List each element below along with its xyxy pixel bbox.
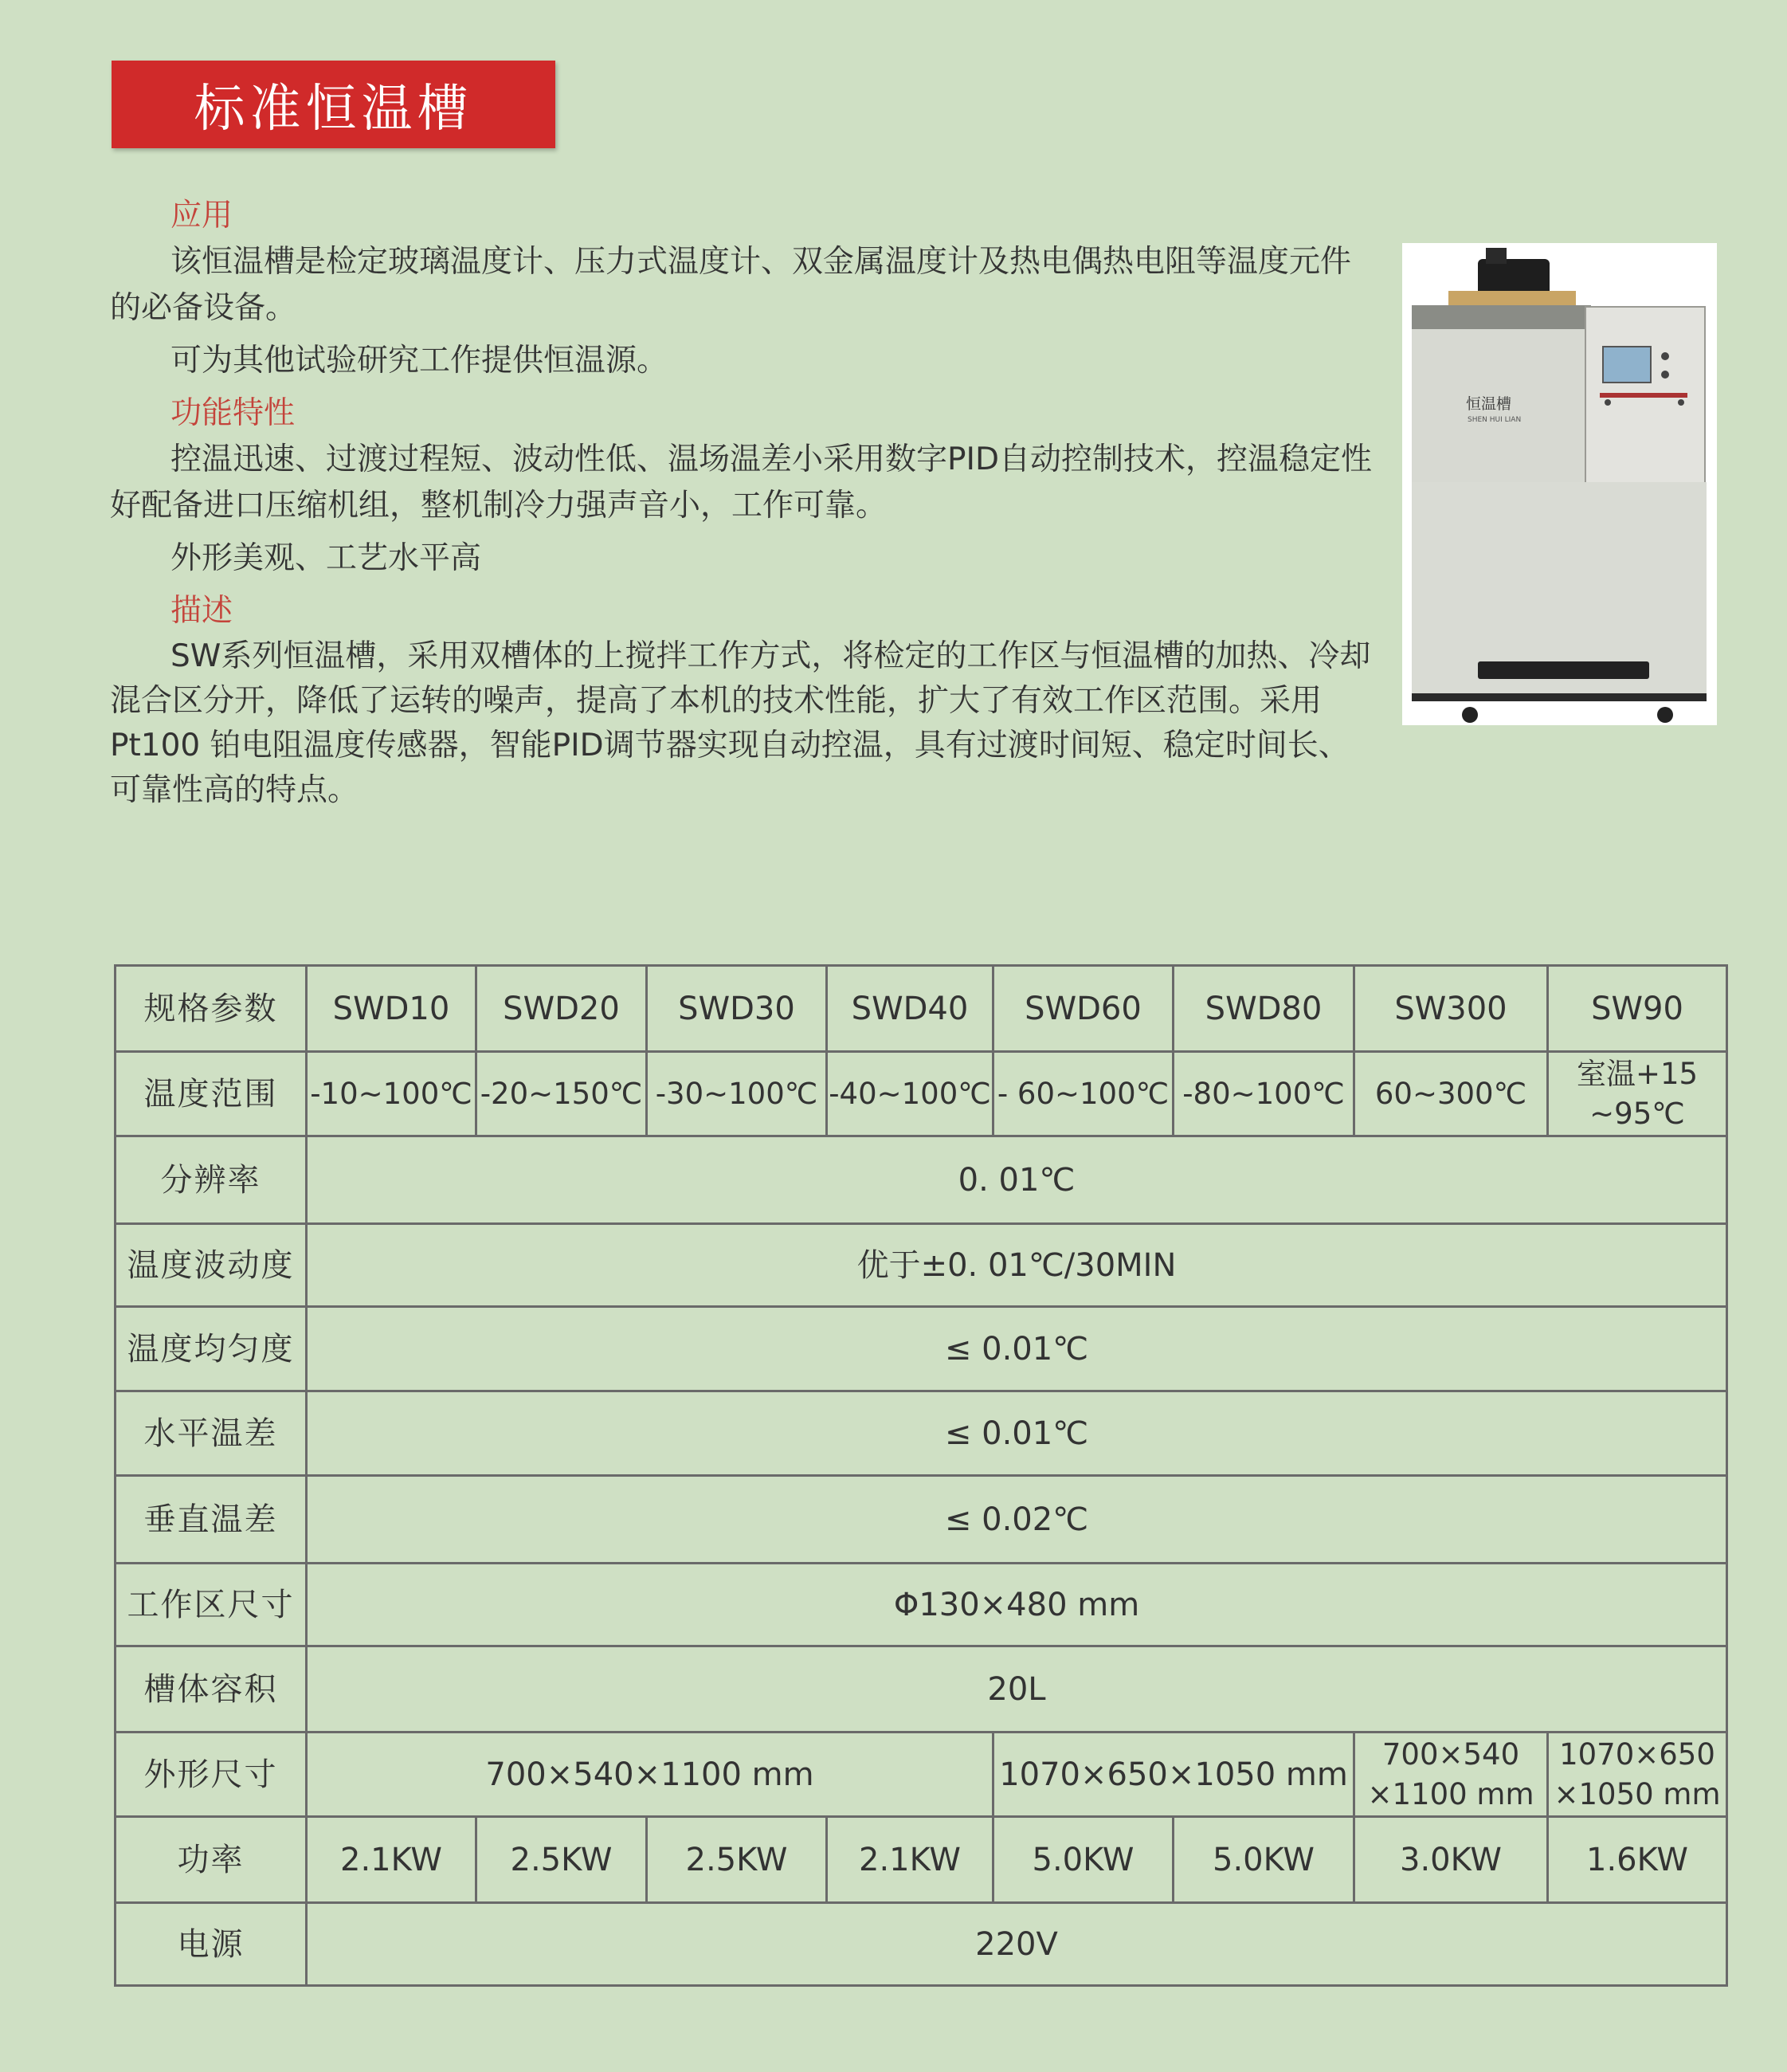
table-row-outer-size bbox=[116, 1733, 1727, 1817]
table-row-fluctuation bbox=[116, 1224, 1727, 1307]
product-photo bbox=[1402, 243, 1717, 725]
header-cell-swd80: SWD80 bbox=[1174, 966, 1354, 1052]
table-cell: ≤ 0.01℃ bbox=[307, 1391, 1727, 1476]
table-cell: -40~100℃ bbox=[827, 1052, 993, 1136]
table-row-header bbox=[116, 966, 1727, 1052]
photo-sublabel: SHEN HUI LIAN bbox=[1468, 416, 1522, 424]
table-cell: 3.0KW bbox=[1354, 1817, 1548, 1903]
row-label-resolution: 分辨率 bbox=[116, 1136, 307, 1224]
features-paragraph-2: 外形美观、工艺水平高 bbox=[170, 540, 482, 576]
table-cell: -30~100℃ bbox=[647, 1052, 827, 1136]
table-cell: ≤ 0.01℃ bbox=[307, 1307, 1727, 1391]
page-title-banner bbox=[112, 61, 555, 148]
table-cell: 2.1KW bbox=[307, 1817, 476, 1903]
application-paragraph-1: 该恒温槽是检定玻璃温度计、压力式温度计、双金属温度计及热电偶热电阻等温度元件的必备设备。 bbox=[110, 244, 1352, 326]
header-cell-sw300: SW300 bbox=[1354, 966, 1548, 1052]
table-cell: 0. 01℃ bbox=[307, 1136, 1727, 1224]
table-cell: 5.0KW bbox=[1174, 1817, 1354, 1903]
row-label-vertical: 垂直温差 bbox=[116, 1476, 307, 1564]
description-paragraph: SW系列恒温槽，采用双槽体的上搅拌工作方式，将检定的工作区与恒温槽的加热、冷却混合区分开，降低了运转的噪声，提高了本机的技术性能，扩大了有效工作区范围。采用Pt100 铂电阻温度传感器，智能PID调节器实现自动控温，具有过渡时间短、稳定时间长、可靠性高的特点。 bbox=[110, 638, 1371, 808]
table-row-volume bbox=[116, 1646, 1727, 1733]
table-cell: ≤ 0.02℃ bbox=[307, 1476, 1727, 1564]
table-row-power bbox=[116, 1817, 1727, 1903]
table-cell: -10~100℃ bbox=[307, 1052, 476, 1136]
row-label-outer-size: 外形尺寸 bbox=[116, 1733, 307, 1817]
table-row-horizontal bbox=[116, 1391, 1727, 1476]
header-cell-swd40: SWD40 bbox=[827, 966, 993, 1052]
table-cell: 优于±0. 01℃/30MIN bbox=[307, 1224, 1727, 1307]
header-cell-swd60: SWD60 bbox=[993, 966, 1174, 1052]
application-paragraph-2: 可为其他试验研究工作提供恒温源。 bbox=[170, 343, 668, 379]
section-heading-features: 功能特性 bbox=[170, 395, 296, 431]
row-label-horizontal: 水平温差 bbox=[116, 1391, 307, 1476]
table-cell: -80~100℃ bbox=[1174, 1052, 1354, 1136]
table-cell: 2.1KW bbox=[827, 1817, 993, 1903]
features-paragraph-1: 控温迅速、过渡过程短、波动性低、温场温差小采用数字PID自动控制技术，控温稳定性好配备进口压缩机组，整机制冷力强声音小，工作可靠。 bbox=[110, 441, 1373, 524]
row-label-power: 功率 bbox=[116, 1817, 307, 1903]
section-heading-description: 描述 bbox=[170, 593, 233, 629]
table-cell: 220V bbox=[307, 1903, 1727, 1986]
table-cell: Φ130×480 mm bbox=[307, 1564, 1727, 1646]
table-cell: 60~300℃ bbox=[1354, 1052, 1548, 1136]
table-cell: - 60~100℃ bbox=[993, 1052, 1174, 1136]
table-row-resolution bbox=[116, 1136, 1727, 1224]
table-cell: 5.0KW bbox=[993, 1817, 1174, 1903]
table-row-temp-range bbox=[116, 1052, 1727, 1136]
table-row-supply bbox=[116, 1903, 1727, 1986]
row-label-temp-range: 温度范围 bbox=[116, 1052, 307, 1136]
table-cell: 700×540 ×1100 mm bbox=[1354, 1733, 1548, 1817]
table-cell: 室温+15 ~95℃ bbox=[1548, 1052, 1727, 1136]
table-cell: 2.5KW bbox=[647, 1817, 827, 1903]
row-label-work-size: 工作区尺寸 bbox=[116, 1564, 307, 1646]
header-cell-sw90: SW90 bbox=[1548, 966, 1727, 1052]
header-cell-param: 规格参数 bbox=[116, 966, 307, 1052]
row-label-volume: 槽体容积 bbox=[116, 1646, 307, 1733]
page-title: 标准恒温槽 bbox=[194, 80, 473, 139]
table-cell: -20~150℃ bbox=[476, 1052, 647, 1136]
header-cell-swd30: SWD30 bbox=[647, 966, 827, 1052]
header-cell-swd20: SWD20 bbox=[476, 966, 647, 1052]
row-label-uniformity: 温度均匀度 bbox=[116, 1307, 307, 1391]
row-label-supply: 电源 bbox=[116, 1903, 307, 1986]
table-cell: 700×540×1100 mm bbox=[307, 1733, 993, 1817]
section-heading-application: 应用 bbox=[170, 198, 233, 233]
intro-text bbox=[110, 190, 1373, 819]
table-cell: 2.5KW bbox=[476, 1817, 647, 1903]
spec-table bbox=[114, 964, 1728, 1987]
photo-label: 恒温槽 bbox=[1466, 395, 1512, 413]
table-cell: 20L bbox=[307, 1646, 1727, 1733]
table-row-work-size bbox=[116, 1564, 1727, 1646]
table-row-uniformity bbox=[116, 1307, 1727, 1391]
table-cell: 1070×650×1050 mm bbox=[993, 1733, 1354, 1817]
row-label-fluctuation: 温度波动度 bbox=[116, 1224, 307, 1307]
header-cell-swd10: SWD10 bbox=[307, 966, 476, 1052]
table-cell: 1070×650 ×1050 mm bbox=[1548, 1733, 1727, 1817]
table-cell: 1.6KW bbox=[1548, 1817, 1727, 1903]
table-row-vertical bbox=[116, 1476, 1727, 1564]
